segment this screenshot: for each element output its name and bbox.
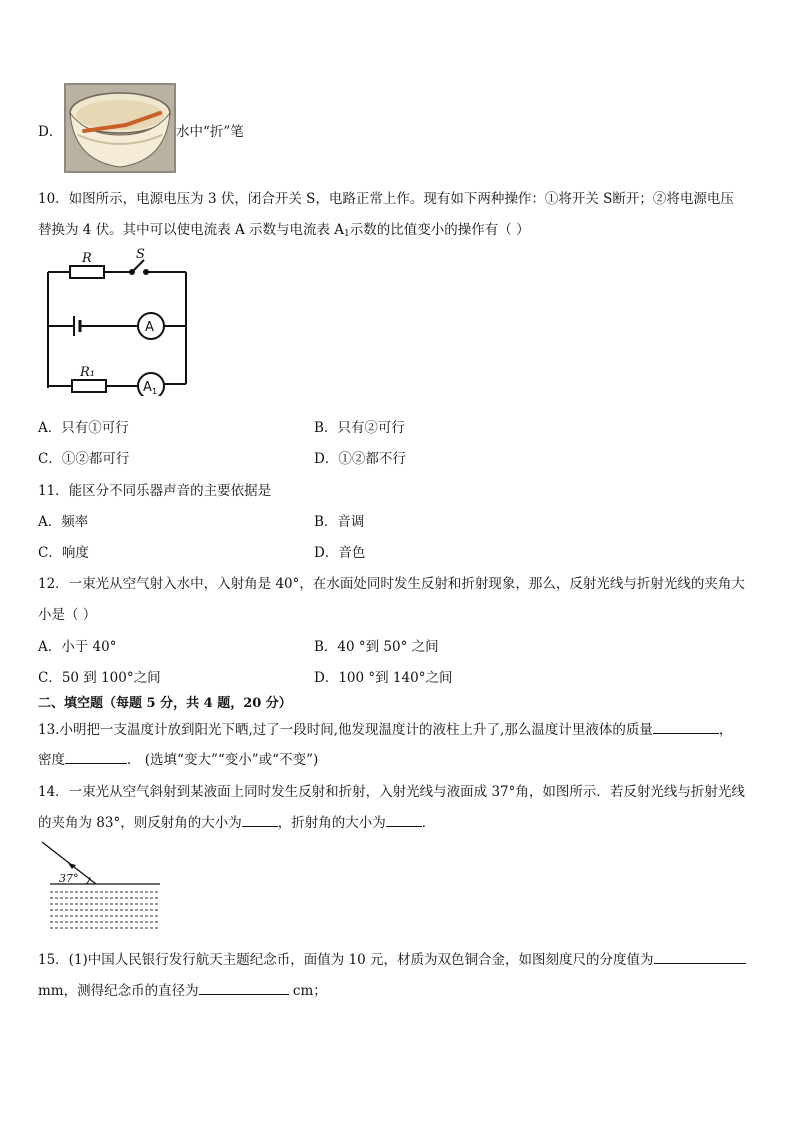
q9-option-d-text: 水中“折”笔 (176, 124, 244, 140)
q10-stem-line2: 替换为 4 伏。其中可以使电流表 A 示数与电流表 $A_1$示数的比值变小的操作有（ ） (38, 222, 530, 239)
q14-blank-reflection-angle[interactable] (242, 812, 278, 827)
circuit-label-s: S (136, 248, 145, 262)
q12-option-b: B．40 °到 50° 之间 (314, 639, 439, 655)
q14-line1: 14．一束光从空气斜射到某液面上同时发生反射和折射，入射光线与液面成 37°角，如图所示．若反射光线与折射光线 (38, 784, 745, 800)
q15-line1: 15．(1)中国人民银行发行航天主题纪念币，面值为 10 元，材质为双色铜合金，如图刻度尺的分度值为 (38, 948, 746, 968)
q10-option-a: A．只有①可行 (38, 420, 129, 436)
ammeter-a-label: A (145, 320, 154, 335)
q10-option-b: B．只有②可行 (314, 420, 405, 436)
q15-line2: mm，测得纪念币的直径为 cm； (38, 979, 327, 999)
q12-option-c: C．50 到 100°之间 (38, 670, 161, 686)
q14-blank-refraction-angle[interactable] (386, 812, 422, 827)
q9-option-d-letter: D． (38, 124, 63, 140)
q13-blank-mass[interactable] (653, 719, 719, 734)
q13-blank-density[interactable] (65, 749, 127, 764)
q12-option-a: A．小于 40° (38, 639, 117, 655)
q11-option-a: A．频率 (38, 514, 89, 530)
q11-option-d: D．音色 (314, 545, 366, 561)
angle-label-37: 37° (59, 872, 79, 885)
q12-stem-line2: 小是（ ） (38, 607, 97, 623)
q14-line2: 的夹角为 83°，则反射角的大小为 ，折射角的大小为 ． (38, 811, 435, 831)
q12-stem-line1: 12．一束光从空气射入水中，入射角是 40°，在水面处同时发生反射和折射现象，那么，反射光线与折射光线的夹角大 (38, 576, 745, 592)
bowl-with-pencil-image (64, 83, 176, 173)
q15-blank-coin-diameter[interactable] (199, 980, 289, 995)
q10-option-d: D．①②都不行 (314, 451, 406, 467)
q10-option-c: C．①②都可行 (38, 451, 130, 467)
q15-blank-scale-division[interactable] (654, 949, 746, 964)
circuit-label-r1: R₁ (80, 365, 95, 380)
q11-stem: 11．能区分不同乐器声音的主要依据是 (38, 483, 272, 499)
ammeter-a1-label: A (143, 380, 152, 395)
q11-option-c: C．响度 (38, 545, 89, 561)
q10-stem-line1: 10．如图所示，电源电压为 3 伏，闭合开关 S，电路正常上作。现有如下两种操作：①将开关 S断开；②将电源电压 (38, 191, 734, 207)
circuit-label-r: R (82, 251, 92, 266)
q11-option-b: B．音调 (314, 514, 365, 530)
q12-option-d: D．100 °到 140°之间 (314, 670, 453, 686)
q10-circuit-diagram (44, 248, 194, 400)
q13-line1: 13.小明把一支温度计放到阳光下晒,过了一段时间,他发现温度计的液柱上升了,那么温度计里液体的质量 ， (38, 718, 732, 738)
q13-line2: 密度 ． (选填“变大”“变小”或“不变”) (38, 748, 318, 768)
section-title-fill-in: 二、填空题（每题 5 分，共 4 题，20 分） (38, 696, 292, 711)
q14-light-diagram (40, 840, 164, 940)
ammeter-a1-sub: 1 (152, 387, 158, 396)
